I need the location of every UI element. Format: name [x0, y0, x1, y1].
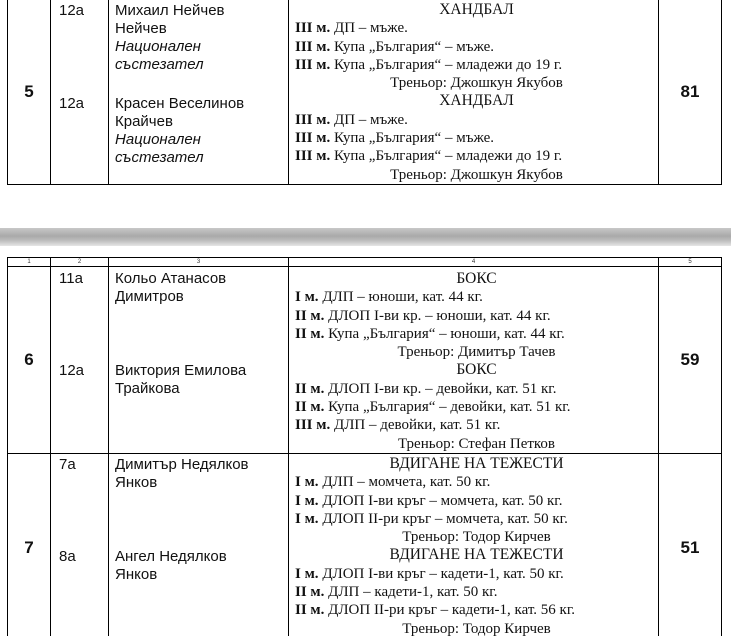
athlete-name-line: Нейчев — [115, 20, 167, 37]
achievement-line: III м. Купа „България“ – мъже. — [295, 130, 495, 147]
achievement-line: II м. Купа „България“ – девойки, кат. 51 кг. — [295, 399, 571, 416]
athlete-title: състезател — [115, 56, 204, 73]
achievement-line: III м. Купа „България“ – мъже. — [295, 38, 495, 55]
achievement-line: II м. ДЛОП II-ри кръг – кадети-1, кат. 56 кг. — [295, 602, 576, 619]
athlete-name — [109, 456, 288, 492]
achievement-block — [289, 455, 658, 546]
athlete-name — [109, 548, 288, 584]
class-cell — [51, 267, 109, 454]
achievement-line: II м. ДЛОП I-ви кр. – девойки, кат. 51 кг. — [295, 380, 557, 397]
results-table-bottom — [7, 257, 722, 636]
achievements-cell — [289, 453, 659, 636]
name-cell — [109, 267, 289, 454]
coach-line: Треньор: Тодор Кирчев — [402, 529, 551, 546]
class-value: 12а — [59, 362, 85, 379]
row-number: 7 — [8, 453, 51, 636]
athlete-name-line: Янков — [115, 565, 158, 583]
sport-title: БОКС — [456, 361, 497, 379]
achievement-line: III м. Купа „България“ – младежи до 19 г. — [295, 148, 563, 165]
class-value: 8а — [59, 547, 76, 565]
achievement-line: II м. ДЛОП I-ви кр. – юноши, кат. 44 кг. — [295, 307, 551, 324]
name-cell — [109, 0, 289, 185]
sport-title: ВДИГАНЕ НА ТЕЖЕСТИ — [389, 546, 564, 564]
header-col-4: 4 — [289, 258, 659, 267]
athlete-title: Национален — [115, 131, 201, 148]
class-value: 12а — [59, 95, 85, 112]
table-row — [8, 267, 722, 454]
sport-title: ХАНДБАЛ — [439, 1, 514, 18]
page-break-band — [0, 228, 731, 246]
class-cell — [51, 453, 109, 636]
achievement-line: III м. ДЛП – девойки, кат. 51 кг. — [295, 417, 501, 434]
athlete-name-line: Янков — [115, 473, 158, 491]
athlete-name — [109, 2, 288, 74]
class-value: 11а — [59, 270, 83, 287]
achievements-cell — [289, 267, 659, 454]
row-number: 5 — [8, 0, 51, 185]
coach-line: Треньор: Джошкун Якубов — [390, 166, 563, 183]
class-value: 12а — [59, 2, 85, 19]
athlete-title: Национален — [115, 38, 201, 55]
class-value: 7а — [59, 455, 76, 473]
athlete-name-line: Кольо Атанасов — [115, 270, 227, 287]
athlete-name-line: Красен Веселинов — [115, 95, 245, 112]
header-col-1: 1 — [8, 258, 51, 267]
column-number-header — [8, 258, 722, 267]
athlete-name-line: Виктория Емилова — [115, 362, 247, 379]
achievement-block — [289, 92, 658, 183]
achievement-block — [289, 1, 658, 92]
achievement-line: I м. ДЛОП I-ви кръг – момчета, кат. 50 кг. — [295, 492, 563, 509]
athlete-name — [109, 95, 288, 167]
athlete-name — [109, 362, 288, 398]
achievement-line: III м. ДП – мъже. — [295, 20, 408, 37]
results-table-top — [7, 0, 722, 185]
coach-line: Треньор: Тодор Кирчев — [402, 620, 551, 636]
athlete-name-line: Димитър Недялков — [115, 455, 249, 473]
class-cell — [51, 0, 109, 185]
achievement-line: II м. ДЛП – кадети-1, кат. 50 кг. — [295, 584, 498, 601]
sport-title: ВДИГАНЕ НА ТЕЖЕСТИ — [389, 454, 564, 472]
points-cell: 59 — [659, 267, 722, 454]
athlete-name — [109, 270, 288, 306]
achievement-block — [289, 546, 658, 636]
coach-line: Треньор: Стефан Петков — [397, 435, 556, 452]
athlete-name-line: Крайчев — [115, 113, 173, 130]
achievement-block — [289, 270, 658, 361]
achievement-line: I м. ДЛОП I-ви кръг – кадети-1, кат. 50 кг. — [295, 565, 564, 582]
athlete-name-line: Димитров — [115, 288, 184, 305]
achievement-line: II м. Купа „България“ – юноши, кат. 44 кг. — [295, 325, 565, 342]
header-col-5: 5 — [659, 258, 722, 267]
coach-line: Треньор: Димитър Тачев — [397, 344, 556, 361]
achievement-line: III м. ДП – мъже. — [295, 111, 408, 128]
sport-title: БОКС — [456, 270, 497, 287]
athlete-name-line: Ангел Недялков — [115, 547, 227, 565]
athlete-name-line: Трайкова — [115, 380, 180, 397]
points-cell: 81 — [659, 0, 722, 185]
achievements-cell — [289, 0, 659, 185]
row-number: 6 — [8, 267, 51, 454]
achievement-line: I м. ДЛП – юноши, кат. 44 кг. — [295, 289, 483, 306]
coach-line: Треньор: Джошкун Якубов — [390, 75, 563, 92]
achievement-line: I м. ДЛОП II-ри кръг – момчета, кат. 50 кг. — [295, 510, 568, 527]
achievement-line: III м. Купа „България“ – младежи до 19 г. — [295, 56, 563, 73]
sport-title: ХАНДБАЛ — [439, 92, 514, 110]
achievement-block — [289, 361, 658, 452]
name-cell — [109, 453, 289, 636]
athlete-title: състезател — [115, 149, 204, 166]
points-cell: 51 — [659, 453, 722, 636]
table-row — [8, 0, 722, 185]
header-col-3: 3 — [109, 258, 289, 267]
athlete-name-line: Михаил Нейчев — [115, 2, 225, 19]
table-row — [8, 453, 722, 636]
header-col-2: 2 — [51, 258, 109, 267]
achievement-line: I м. ДЛП – момчета, кат. 50 кг. — [295, 474, 491, 491]
